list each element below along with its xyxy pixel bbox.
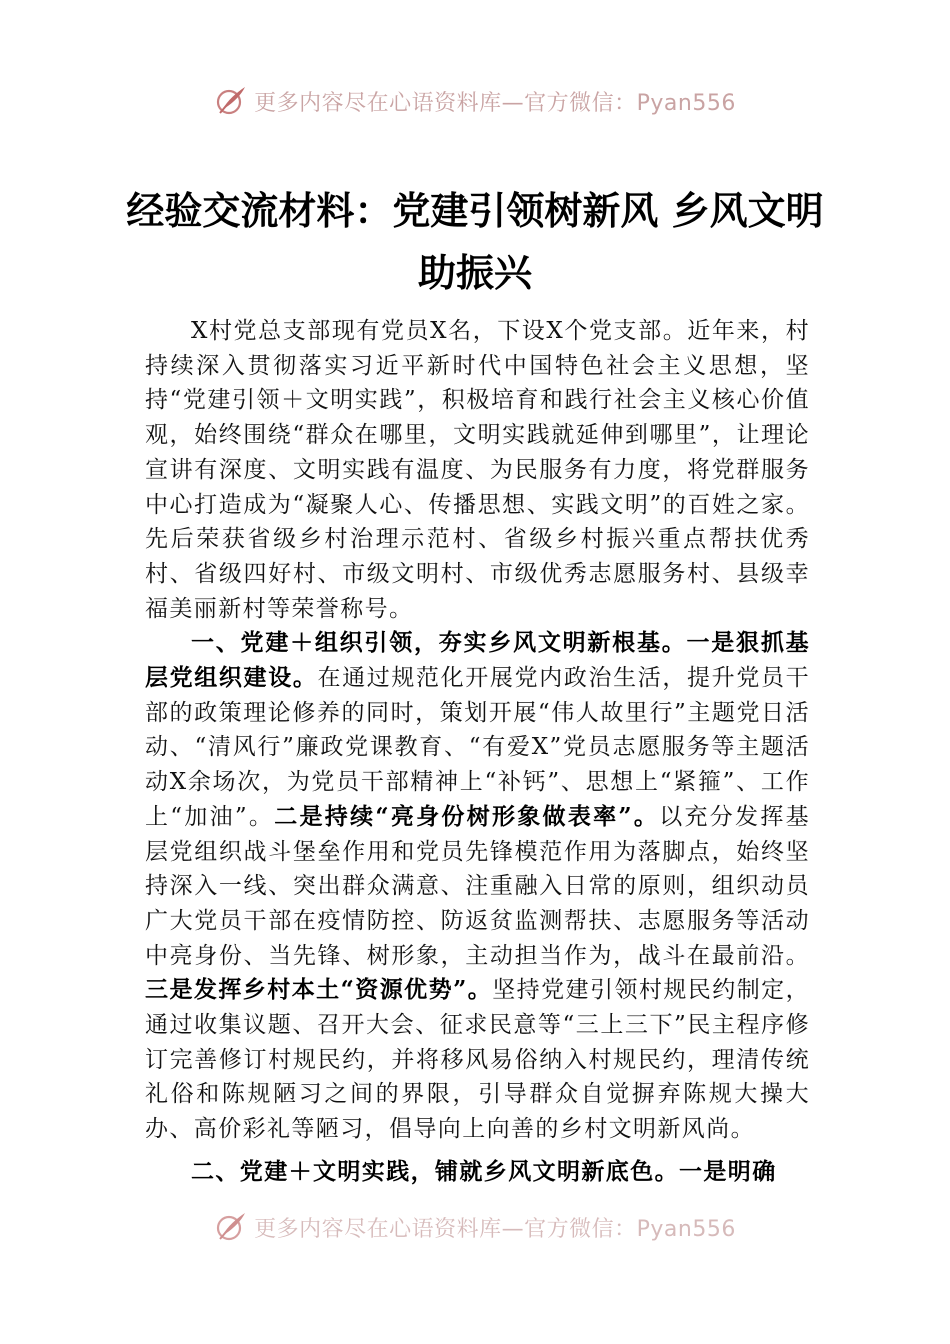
- bold-heading-segment: 一、党建＋组织引领，夯实乡风文明新根基。一是狠抓基层党组织建设。: [145, 629, 810, 692]
- text-segment: 坚持党建引领村规民约制定，通过收集议题、召开大会、征求民意等“三上三下”民主程序修订完善修订村规民约，并将移风易俗纳入村规民约，理清传统礼俗和陈规陋习之间的界限，引导群众自觉摒弃陈规大操大办、高价彩礼等陋习，倡导向上向善的乡村文明新风尚。: [145, 977, 810, 1143]
- body-paragraph: [145, 1155, 810, 1190]
- bold-heading-segment: 二、党建＋文明实践，铺就乡风文明新底色。一是明确: [191, 1157, 777, 1185]
- bold-heading-segment: 二是持续“亮身份树形象做表率”。: [274, 802, 660, 830]
- bold-heading-segment: 三是发挥乡村本土“资源优势”。: [145, 976, 493, 1004]
- feather-pen-icon: [214, 84, 248, 118]
- feather-pen-icon: [214, 1210, 248, 1244]
- body-paragraph: [145, 314, 810, 626]
- document-title: 经验交流材料：党建引领树新风 乡风文明助振兴: [126, 188, 824, 295]
- text-segment: 以充分发挥基层党组织战斗堡垒作用和党员先锋模范作用为落脚点，始终坚持深入一线、突出群众满意、注重融入日常的原则，组织动员广大党员干部在疫情防控、防返贫监测帮扶、志愿服务等活动中亮身份、当先锋、树形象，主动担当作为，战斗在最前沿。: [145, 803, 811, 969]
- watermark-text: 更多内容尽在心语资料库—官方微信：Pyan556: [254, 1216, 736, 1242]
- text-segment: X村党总支部现有党员X名，下设X个党支部。近年来，村持续深入贯彻落实习近平新时代中国特色社会主义思想，坚持“党建引领＋文明实践”，积极培育和践行社会主义核心价值观，始终围绕“群众在哪里，文明实践就延伸到哪里”，让理论宣讲有深度、文明实践有温度、为民服务有力度，将党群服务中心打造成为“凝聚人心、传播思想、实践文明”的百姓之家。先后荣获省级乡村治理示范村、省级乡村振兴重点帮扶优秀村、省级四好村、市级文明村、市级优秀志愿服务村、县级幸福美丽新村等荣誉称号。: [145, 318, 810, 622]
- text-segment: 在通过规范化开展党内政治生活，提升党员干部的政策理论修养的同时，策划开展“伟人故里行”主题党日活动、“清风行”廉政党课教育、“有爱X”党员志愿服务等主题活动X余场次，为党员干部精神上“补钙”、思想上“紧箍”、工作上“加油”。: [145, 665, 810, 830]
- watermark-footer: [0, 1210, 950, 1244]
- watermark-text: 更多内容尽在心语资料库—官方微信：Pyan556: [254, 90, 736, 116]
- watermark-header: [0, 84, 950, 118]
- document-body: [145, 314, 810, 1190]
- body-paragraph: [145, 626, 810, 1147]
